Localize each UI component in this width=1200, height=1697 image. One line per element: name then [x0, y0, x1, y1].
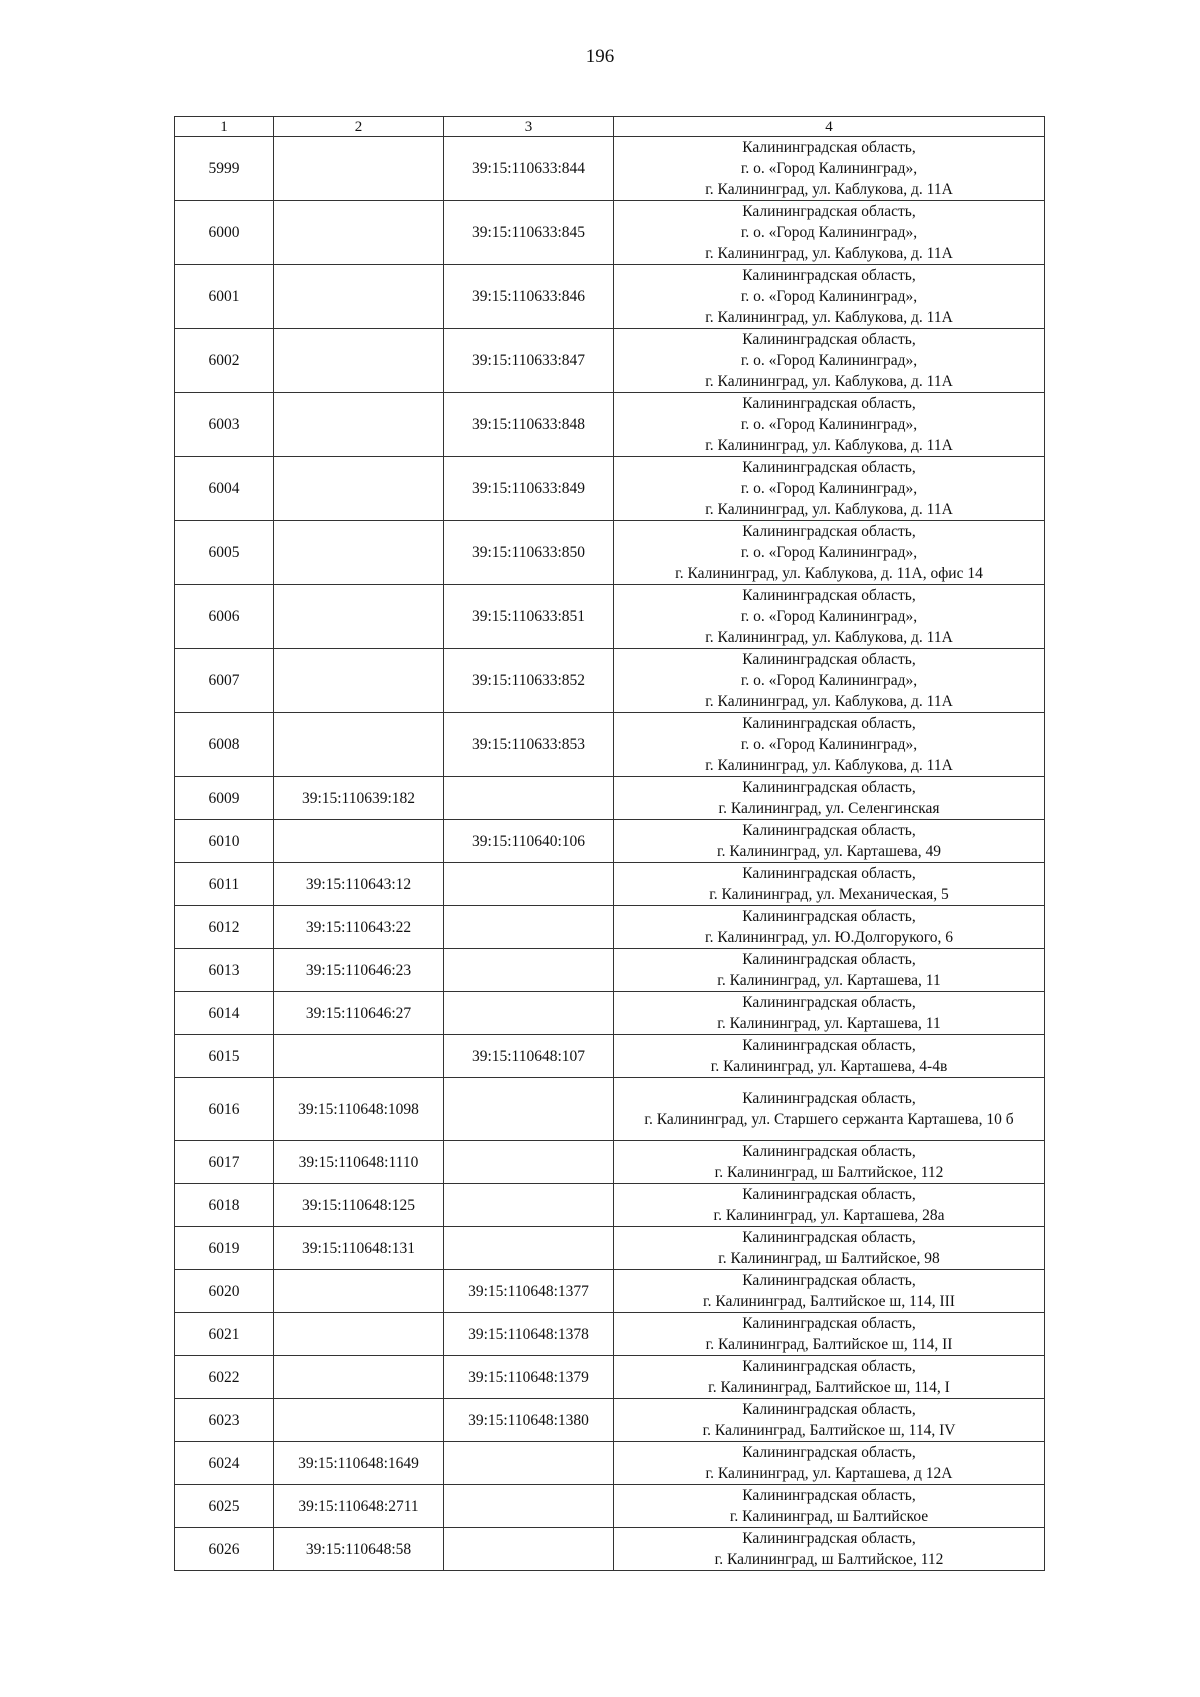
address-line: Калининградская область,	[742, 523, 916, 540]
address-cell	[614, 649, 1045, 713]
table-row	[175, 521, 1045, 585]
cadastral-number-cell	[274, 1270, 444, 1313]
address-line: Калининградская область,	[742, 779, 916, 796]
address-line: Калининградская область,	[742, 1186, 916, 1203]
address-line: г. Калининград, ул. Каблукова, д. 11А	[705, 309, 953, 326]
table-row	[175, 585, 1045, 649]
address-line: Калининградская область,	[742, 822, 916, 839]
address-cell	[614, 992, 1045, 1035]
row-number-cell: 6006	[175, 585, 274, 649]
row-number-cell: 6013	[175, 949, 274, 992]
cadastral-number-cell: 39:15:110648:1377	[444, 1270, 614, 1313]
row-number-cell: 6018	[175, 1184, 274, 1227]
column-header-4: 4	[614, 117, 1045, 137]
address-line: г. Калининград, ул. Каблукова, д. 11А	[705, 245, 953, 262]
row-number-cell: 6008	[175, 713, 274, 777]
row-number-cell: 6000	[175, 201, 274, 265]
cadastral-number-cell	[274, 820, 444, 863]
cadastral-number-cell	[274, 1035, 444, 1078]
row-number-cell: 6016	[175, 1078, 274, 1141]
address-line: Калининградская область,	[742, 1272, 916, 1289]
address-line: г. Калининград, ул. Карташева, 28а	[713, 1207, 945, 1224]
address-line: г. Калининград, ул. Карташева, 11	[717, 1015, 941, 1032]
row-number-cell: 6007	[175, 649, 274, 713]
cadastral-number-cell: 39:15:110633:851	[444, 585, 614, 649]
cadastral-number-cell	[444, 1442, 614, 1485]
address-line: г. Калининград, ул. Каблукова, д. 11А	[705, 501, 953, 518]
row-number-cell: 6022	[175, 1356, 274, 1399]
cadastral-number-cell	[444, 1227, 614, 1270]
registry-table	[174, 116, 1045, 1571]
row-number-cell: 6020	[175, 1270, 274, 1313]
cadastral-number-cell: 39:15:110648:1379	[444, 1356, 614, 1399]
row-number-cell: 6026	[175, 1528, 274, 1571]
cadastral-number-cell: 39:15:110640:106	[444, 820, 614, 863]
cadastral-number-cell: 39:15:110646:27	[274, 992, 444, 1035]
address-cell	[614, 329, 1045, 393]
table-row	[175, 329, 1045, 393]
cadastral-number-cell: 39:15:110633:852	[444, 649, 614, 713]
address-cell	[614, 863, 1045, 906]
address-line: г. Калининград, ул. Механическая, 5	[709, 886, 949, 903]
address-cell	[614, 521, 1045, 585]
address-line: г. Калининград, ул. Каблукова, д. 11А	[705, 373, 953, 390]
table-row	[175, 1356, 1045, 1399]
cadastral-number-cell	[444, 777, 614, 820]
table-row	[175, 777, 1045, 820]
address-cell	[614, 1356, 1045, 1399]
cadastral-number-cell	[444, 863, 614, 906]
address-line: Калининградская область,	[742, 587, 916, 604]
address-line: Калининградская область,	[742, 1143, 916, 1160]
address-cell	[614, 201, 1045, 265]
address-line: г. о. «Город Калининград»,	[740, 288, 918, 305]
address-line: г. о. «Город Калининград»,	[740, 160, 918, 177]
cadastral-number-cell	[274, 1356, 444, 1399]
address-line: Калининградская область,	[742, 267, 916, 284]
address-line: Калининградская область,	[742, 203, 916, 220]
address-line: г. о. «Город Калининград»,	[740, 608, 918, 625]
address-line: г. Калининград, ул. Каблукова, д. 11А	[705, 629, 953, 646]
address-cell	[614, 820, 1045, 863]
cadastral-number-cell	[274, 265, 444, 329]
table-row	[175, 949, 1045, 992]
address-line: Калининградская область,	[742, 1401, 916, 1418]
address-cell	[614, 1184, 1045, 1227]
column-header-3: 3	[444, 117, 614, 137]
address-line: г. Калининград, ш Балтийское	[729, 1508, 929, 1525]
cadastral-number-cell	[274, 649, 444, 713]
address-cell	[614, 713, 1045, 777]
cadastral-number-cell: 39:15:110633:846	[444, 265, 614, 329]
address-line: г. о. «Город Калининград»,	[740, 224, 918, 241]
address-line: Калининградская область,	[742, 1358, 916, 1375]
row-number-cell: 6002	[175, 329, 274, 393]
table-row	[175, 1313, 1045, 1356]
address-line: г. Калининград, ш Балтийское, 112	[714, 1164, 944, 1181]
row-number-cell: 6023	[175, 1399, 274, 1442]
cadastral-number-cell	[274, 201, 444, 265]
table-row	[175, 1184, 1045, 1227]
cadastral-number-cell: 39:15:110648:131	[274, 1227, 444, 1270]
table-header-row	[175, 117, 1045, 137]
address-line: г. Калининград, ул. Каблукова, д. 11А	[705, 181, 953, 198]
address-cell	[614, 1528, 1045, 1571]
table-row	[175, 1227, 1045, 1270]
address-line: г. Калининград, ул. Селенгинская	[718, 800, 940, 817]
address-line: Калининградская область,	[742, 459, 916, 476]
table-row	[175, 1528, 1045, 1571]
address-line: Калининградская область,	[742, 994, 916, 1011]
row-number-cell: 6017	[175, 1141, 274, 1184]
address-line: г. Калининград, Балтийское ш, 114, II	[705, 1336, 953, 1353]
row-number-cell: 6010	[175, 820, 274, 863]
cadastral-number-cell: 39:15:110648:1110	[274, 1141, 444, 1184]
row-number-cell: 6003	[175, 393, 274, 457]
cadastral-number-cell: 39:15:110633:847	[444, 329, 614, 393]
cadastral-number-cell: 39:15:110648:125	[274, 1184, 444, 1227]
row-number-cell: 6024	[175, 1442, 274, 1485]
page-number: 196	[585, 46, 615, 67]
cadastral-number-cell	[274, 1313, 444, 1356]
address-line: Калининградская область,	[742, 951, 916, 968]
cadastral-number-cell: 39:15:110633:850	[444, 521, 614, 585]
address-line: г. Калининград, ш Балтийское, 98	[718, 1250, 940, 1267]
table-row	[175, 820, 1045, 863]
row-number-cell: 5999	[175, 137, 274, 201]
cadastral-number-cell: 39:15:110639:182	[274, 777, 444, 820]
address-cell	[614, 1078, 1045, 1141]
column-header-1: 1	[175, 117, 274, 137]
address-line: г. Калининград, ул. Ю.Долгорукого, 6	[705, 929, 953, 946]
cadastral-number-cell	[274, 137, 444, 201]
cadastral-number-cell: 39:15:110633:853	[444, 713, 614, 777]
address-line: г. Калининград, Балтийское ш, 114, III	[703, 1293, 955, 1310]
address-cell	[614, 1442, 1045, 1485]
table-row	[175, 1399, 1045, 1442]
row-number-cell: 6014	[175, 992, 274, 1035]
cadastral-number-cell	[444, 1078, 614, 1141]
address-line: Калининградская область,	[742, 1530, 916, 1547]
cadastral-number-cell	[444, 1528, 614, 1571]
address-line: Калининградская область,	[742, 908, 916, 925]
cadastral-number-cell	[444, 906, 614, 949]
cadastral-number-cell: 39:15:110648:2711	[274, 1485, 444, 1528]
address-line: Калининградская область,	[742, 331, 916, 348]
row-number-cell: 6012	[175, 906, 274, 949]
address-line: Калининградская область,	[742, 865, 916, 882]
row-number-cell: 6019	[175, 1227, 274, 1270]
address-cell	[614, 777, 1045, 820]
table-row	[175, 457, 1045, 521]
address-cell	[614, 393, 1045, 457]
address-line: Калининградская область,	[742, 395, 916, 412]
cadastral-number-cell: 39:15:110643:12	[274, 863, 444, 906]
table-row	[175, 1141, 1045, 1184]
cadastral-number-cell	[444, 1184, 614, 1227]
address-line: Калининградская область,	[742, 651, 916, 668]
table-row	[175, 201, 1045, 265]
table-row	[175, 906, 1045, 949]
row-number-cell: 6004	[175, 457, 274, 521]
address-cell	[614, 1399, 1045, 1442]
address-line: Калининградская область,	[742, 1090, 916, 1107]
address-cell	[614, 1227, 1045, 1270]
table-row	[175, 265, 1045, 329]
table-row	[175, 1270, 1045, 1313]
address-line: г. Калининград, ул. Карташева, 11	[717, 972, 941, 989]
address-line: Калининградская область,	[742, 1229, 916, 1246]
cadastral-number-cell: 39:15:110633:845	[444, 201, 614, 265]
cadastral-number-cell	[444, 992, 614, 1035]
address-line: г. о. «Город Калининград»,	[740, 544, 918, 561]
row-number-cell: 6005	[175, 521, 274, 585]
address-line: г. Калининград, ул. Старшего сержанта Карташева, 10 б	[644, 1111, 1014, 1128]
row-number-cell: 6021	[175, 1313, 274, 1356]
table-row	[175, 393, 1045, 457]
address-line: г. о. «Город Калининград»,	[740, 416, 918, 433]
address-line: г. о. «Город Калининград»,	[740, 352, 918, 369]
address-line: г. Калининград, Балтийское ш, 114, I	[708, 1379, 950, 1396]
address-line: г. Калининград, ул. Карташева, д 12А	[705, 1465, 953, 1482]
cadastral-number-cell	[274, 329, 444, 393]
address-line: Калининградская область,	[742, 715, 916, 732]
address-line: Калининградская область,	[742, 1444, 916, 1461]
address-line: г. Калининград, ул. Каблукова, д. 11А	[705, 437, 953, 454]
cadastral-number-cell: 39:15:110633:848	[444, 393, 614, 457]
address-cell	[614, 137, 1045, 201]
cadastral-number-cell	[274, 1399, 444, 1442]
address-line: Калининградская область,	[742, 139, 916, 156]
address-cell	[614, 1141, 1045, 1184]
row-number-cell: 6011	[175, 863, 274, 906]
table-row	[175, 137, 1045, 201]
address-cell	[614, 1313, 1045, 1356]
cadastral-number-cell	[274, 521, 444, 585]
cadastral-number-cell: 39:15:110643:22	[274, 906, 444, 949]
cadastral-number-cell	[444, 949, 614, 992]
table-row	[175, 863, 1045, 906]
cadastral-number-cell	[444, 1141, 614, 1184]
table-row	[175, 713, 1045, 777]
row-number-cell: 6015	[175, 1035, 274, 1078]
row-number-cell: 6025	[175, 1485, 274, 1528]
address-line: г. Калининград, ул. Карташева, 49	[716, 843, 942, 860]
cadastral-number-cell	[274, 713, 444, 777]
table-row	[175, 1442, 1045, 1485]
address-line: г. о. «Город Калининград»,	[740, 480, 918, 497]
address-line: г. о. «Город Калининград»,	[740, 736, 918, 753]
table-row	[175, 649, 1045, 713]
address-line: г. Калининград, ш Балтийское, 112	[714, 1551, 944, 1568]
address-line: Калининградская область,	[742, 1487, 916, 1504]
address-line: г. Калининград, ул. Каблукова, д. 11А, офис 14	[675, 565, 983, 582]
address-cell	[614, 1270, 1045, 1313]
table-row	[175, 992, 1045, 1035]
address-line: Калининградская область,	[742, 1037, 916, 1054]
address-cell	[614, 585, 1045, 649]
table-row	[175, 1485, 1045, 1528]
cadastral-number-cell: 39:15:110633:849	[444, 457, 614, 521]
cadastral-number-cell	[274, 585, 444, 649]
cadastral-number-cell: 39:15:110648:1098	[274, 1078, 444, 1141]
cadastral-number-cell	[274, 393, 444, 457]
address-line: г. Калининград, ул. Каблукова, д. 11А	[705, 757, 953, 774]
cadastral-number-cell: 39:15:110648:1378	[444, 1313, 614, 1356]
address-line: г. о. «Город Калининград»,	[740, 672, 918, 689]
address-cell	[614, 457, 1045, 521]
address-cell	[614, 949, 1045, 992]
address-cell	[614, 265, 1045, 329]
table-body	[175, 137, 1045, 1571]
row-number-cell: 6009	[175, 777, 274, 820]
address-cell	[614, 1485, 1045, 1528]
column-header-2: 2	[274, 117, 444, 137]
address-cell	[614, 1035, 1045, 1078]
cadastral-number-cell: 39:15:110648:58	[274, 1528, 444, 1571]
address-line: Калининградская область,	[742, 1315, 916, 1332]
cadastral-number-cell: 39:15:110646:23	[274, 949, 444, 992]
address-line: г. Калининград, Балтийское ш, 114, IV	[702, 1422, 956, 1439]
cadastral-number-cell: 39:15:110633:844	[444, 137, 614, 201]
row-number-cell: 6001	[175, 265, 274, 329]
table-row	[175, 1078, 1045, 1141]
cadastral-number-cell	[444, 1485, 614, 1528]
address-cell	[614, 906, 1045, 949]
cadastral-number-cell: 39:15:110648:1380	[444, 1399, 614, 1442]
cadastral-number-cell: 39:15:110648:1649	[274, 1442, 444, 1485]
table-row	[175, 1035, 1045, 1078]
cadastral-number-cell: 39:15:110648:107	[444, 1035, 614, 1078]
address-line: г. Калининград, ул. Карташева, 4-4в	[710, 1058, 948, 1075]
cadastral-number-cell	[274, 457, 444, 521]
address-line: г. Калининград, ул. Каблукова, д. 11А	[705, 693, 953, 710]
